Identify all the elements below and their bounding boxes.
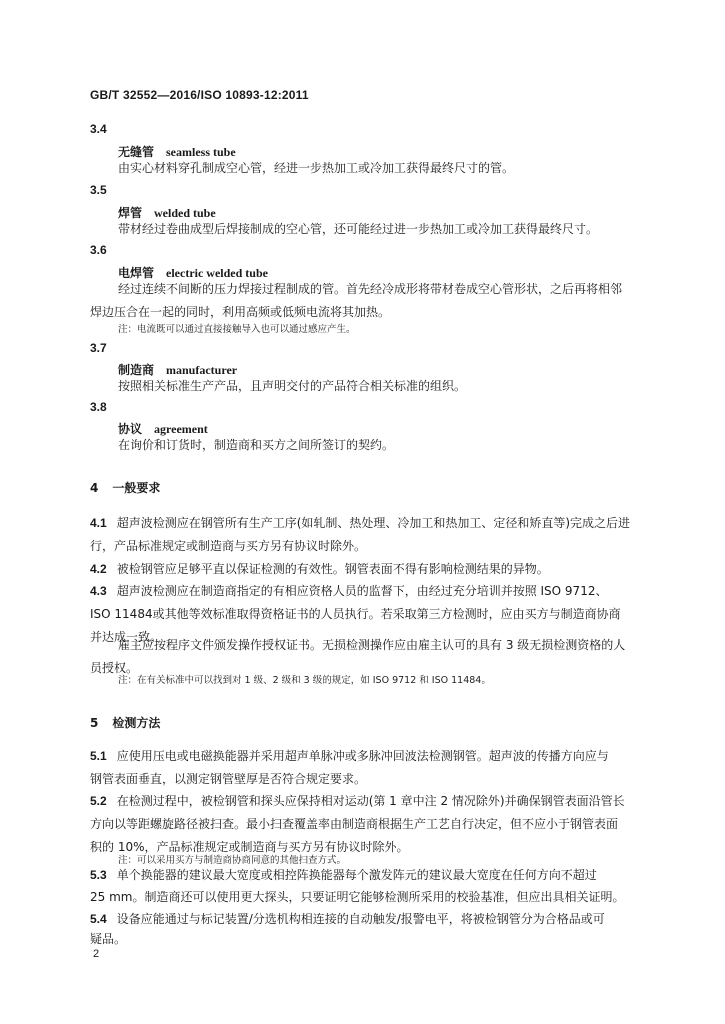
term-definition-line: 焊边压合在一起的同时，利用高频或低频电流将其加热。: [90, 305, 391, 319]
term-definition-line: 经过连续不间断的压力焊接过程制成的管。首先经冷成形将带材卷成空心管形状，之后再将相邻: [118, 282, 623, 296]
note: 注：电流既可以通过直接接触导入也可以通过感应产生。: [118, 324, 356, 335]
page-number: 2: [93, 948, 100, 960]
paragraph-text: 应使用压电或电磁换能器并采用超声单脉冲或多脉冲回波法检测钢管。超声波的传播方向应与: [116, 749, 609, 763]
term-en: electric welded tube: [166, 266, 268, 280]
standard-header: GB/T 32552—2016/ISO 10893-12:2011: [90, 88, 309, 102]
paragraph-number: 4.2: [90, 562, 107, 576]
paragraph-line: 行，产品标准规定或制造商与买方另有协议时除外。: [90, 539, 367, 553]
clause-number: 3.5: [90, 183, 107, 197]
term-definition: 带材经过卷曲成型后焊接制成的空心管，还可能经过进一步热加工或冷加工获得最终尺寸。: [118, 222, 599, 236]
paragraph-line: [90, 908, 605, 931]
term-zh: 制造商: [118, 363, 155, 377]
term-zh: 协议: [118, 422, 143, 436]
paragraph-text: 被检钢管应足够平直以保证检测的有效性。钢管表面不得有影响检测结果的异物。: [116, 562, 549, 576]
paragraph-number: 5.1: [90, 749, 107, 763]
paragraph-text: 单个换能器的建议最大宽度或相控阵换能器每个激发阵元的建议最大宽度在任何方向不超过: [116, 868, 597, 882]
paragraph-number: 4.3: [90, 584, 107, 598]
term-zh: 电焊管: [118, 266, 155, 280]
paragraph-text: 设备应能通过与标记装置/分选机构相连接的自动触发/报警电平，将被检钢管分为合格品或可: [116, 912, 605, 926]
paragraph-number: 5.3: [90, 868, 107, 882]
paragraph-line: [90, 580, 607, 603]
term-en: welded tube: [154, 206, 216, 220]
paragraph-line: [90, 790, 625, 813]
section-title: 一般要求: [112, 481, 161, 495]
paragraph-number: 5.4: [90, 912, 107, 926]
section-title: 检测方法: [112, 716, 161, 730]
section-number: 4: [90, 481, 99, 495]
paragraph-line: ISO 11484或其他等效标准取得资格证书的人员执行。若采取第三方检测时，应由买方与制造商协商: [90, 607, 621, 621]
paragraph-line: 积的 10%，产品标准规定或制造商与买方另有协议时除外。: [90, 840, 409, 854]
paragraph-number: 4.1: [90, 516, 107, 530]
term-en: seamless tube: [166, 145, 236, 159]
paragraph-text: 超声波检测应在钢管所有生产工序(如轧制、热处理、冷加工和热加工、定径和矫直等)完成之后进: [116, 516, 631, 530]
term-definition: 在询价和订货时，制造商和买方之间所签订的契约。: [118, 438, 395, 452]
employer-authorization-line: 雇主应按程序文件颁发操作授权证书。无损检测操作应由雇主认可的具有 3 级无损检测资格的人: [118, 638, 626, 652]
section-heading: [90, 714, 160, 731]
term-zh: 焊管: [118, 206, 143, 220]
paragraph-text: 在检测过程中，被检钢管和探头应保持相对运动(第 1 章中注 2 情况除外)并确保钢管表面沿管长: [116, 794, 625, 808]
term-en: manufacturer: [166, 363, 238, 377]
clause-number: 3.8: [90, 400, 107, 414]
section-heading: [90, 479, 160, 496]
paragraph-line: 并达成一致。: [90, 630, 163, 644]
clause-number: 3.4: [90, 122, 107, 136]
paragraph-line: 钢管表面垂直，以测定钢管壁厚是否符合规定要求。: [90, 772, 367, 786]
employer-authorization-line: 员授权。: [90, 661, 139, 675]
note: 注：可以采用买方与制造商协商同意的其他扫查方式。: [118, 855, 347, 866]
term-zh: 无缝管: [118, 145, 155, 159]
paragraph-line: [90, 512, 630, 535]
paragraph-line: 方向以等距螺旋路径被扫查。最小扫查覆盖率由制造商根据生产工艺自行决定，但不应小于钢管表面: [90, 817, 619, 831]
paragraph-line: [90, 864, 597, 887]
paragraph-line: 25 mm。制造商还可以使用更大探头，只要证明它能够检测所采用的校验基准，但应出具相关证明。: [90, 890, 625, 904]
paragraph-number: 5.2: [90, 794, 107, 808]
paragraph-text: 超声波检测应在制造商指定的有相应资格人员的监督下，由经过充分培训并按照 ISO 9712、: [116, 584, 608, 598]
term-en: agreement: [154, 422, 208, 436]
note: 注：在有关标准中可以找到对 1 级、2 级和 3 级的规定，如 ISO 9712 和 ISO 11484。: [118, 675, 491, 686]
clause-number: 3.7: [90, 341, 107, 355]
paragraph-line: 疑品。: [90, 932, 127, 946]
term-definition: 由实心材料穿孔制成空心管，经进一步热加工或冷加工获得最终尺寸的管。: [118, 161, 515, 175]
clause-number: 3.6: [90, 243, 107, 257]
term-definition: 按照相关标准生产产品，且声明交付的产品符合相关标准的组织。: [118, 379, 467, 393]
paragraph-line: [90, 745, 609, 768]
paragraph-line: [90, 558, 549, 581]
section-number: 5: [90, 716, 99, 730]
